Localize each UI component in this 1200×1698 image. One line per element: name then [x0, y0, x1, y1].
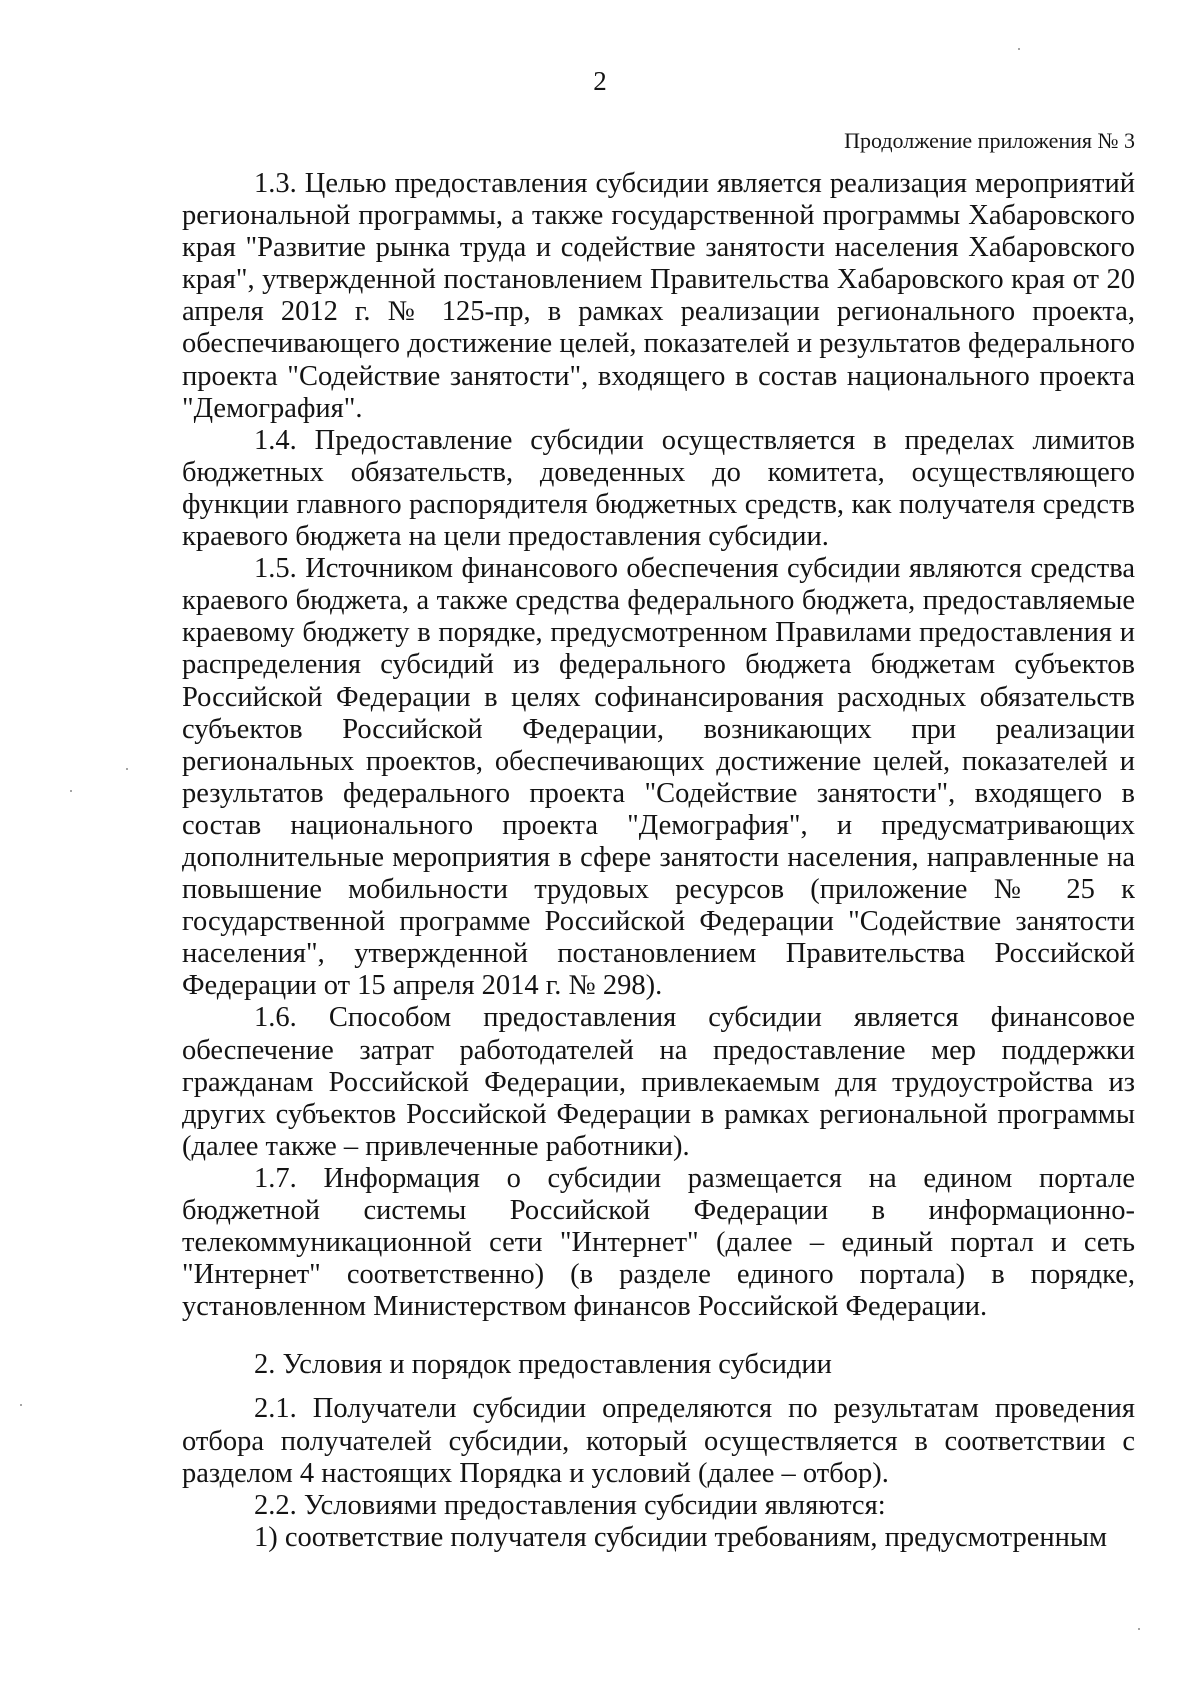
document-body [182, 168, 1135, 1554]
scan-speck [126, 768, 128, 770]
scan-speck [1138, 1628, 1140, 1630]
scan-speck [1018, 48, 1020, 50]
page-number: 2 [593, 66, 607, 96]
paragraph-1-5: 1.5. Источником финансового обеспечения субсидии являются средства краевого бюджета, а также средства федерального бюджета, предоставляемые краевому бюджету в порядке, предусмотренном Правилами предоставления и распределения субсидий из федерального бюджета бюджетам субъектов Российской Федерации в целях софинансирования расходных обязательств субъектов Российской Федерации, возникающих при реализации региональных проектов, обеспечивающих достижение целей, показателей и результатов федерального проекта "Содействие занятости", входящего в состав национального проекта "Демография", и предусматривающих дополнительные мероприятия в сфере занятости населения, направленные на повышение мобильности трудовых ресурсов (приложение № 25 к государственной программе Российской Федерации "Содействие занятости населения", утвержденной постановлением Правительства Российской Федерации от 15 апреля 2014 г. № 298). [182, 553, 1135, 1002]
paragraph-1-7: 1.7. Информация о субсидии размещается на едином портале бюджетной системы Российской Федерации в информационно-телекоммуникационной сети "Интернет" (далее – единый портал и сеть "Интернет" соответственно) (в разделе единого портала) в порядке, установленном Министерством финансов Российской Федерации. [182, 1162, 1135, 1323]
paragraph-2-2: 2.2. Условиями предоставления субсидии являются: [254, 1489, 886, 1521]
paragraph-2-2-item-1: 1) соответствие получателя субсидии требованиям, предусмотренным [254, 1521, 1108, 1553]
paragraph-1-3: 1.3. Целью предоставления субсидии является реализация мероприятий региональной программы, а также государственной программы Хабаровского края "Развитие рынка труда и содействие занятости населения Хабаровского края", утвержденной постановлением Правительства Хабаровского края от 20 апреля 2012 г. № 125-пр, в рамках реализации регионального проекта, обеспечивающего достижение целей, показателей и результатов федерального проекта "Содействие занятости", входящего в состав национального проекта "Демография". [182, 168, 1135, 424]
paragraph-1-4: 1.4. Предоставление субсидии осуществляется в пределах лимитов бюджетных обязательств, доведенных до комитета, осуществляющего функции главного распорядителя бюджетных средств, как получателя средств краевого бюджета на цели предоставления субсидии. [182, 424, 1135, 553]
scan-speck [20, 1404, 22, 1406]
paragraph-2-1: 2.1. Получатели субсидии определяются по результатам проведения отбора получателей субсидии, который осуществляется в соответствии с разделом 4 настоящих Порядка и условий (далее – отбор). [182, 1393, 1135, 1489]
appendix-continuation-note: Продолжение приложения № 3 [844, 128, 1135, 153]
scan-speck [70, 790, 72, 792]
paragraph-1-6: 1.6. Способом предоставления субсидии является финансовое обеспечение затрат работодателей на предоставление мер поддержки гражданам Российской Федерации, привлекаемым для трудоустройства из других субъектов Российской Федерации в рамках региональной программы (далее также – привлеченные работники). [182, 1002, 1135, 1162]
section-2-heading: 2. Условия и порядок предоставления субсидии [254, 1349, 832, 1381]
